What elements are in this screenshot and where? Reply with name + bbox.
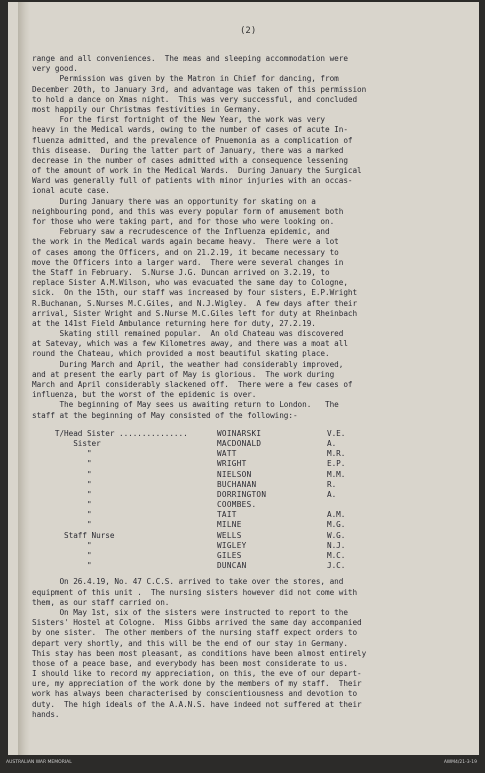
text-line: move the Officers into a larger ward. There were several changes in [32, 257, 344, 267]
staff-init: A. [327, 489, 337, 499]
text-line: duty. The high ideals of the A.A.N.S. have indeed not suffered at their [32, 699, 362, 709]
staff-name: MILNE [217, 520, 242, 530]
staff-rank: " [32, 489, 92, 499]
staff-name: WIGLEY [217, 540, 247, 550]
archive-footer [0, 757, 485, 773]
staff-row [32, 551, 472, 561]
staff-name: NIELSON [217, 469, 252, 479]
text-line: those of a peace base, and everybody has been most considerate to us. [32, 658, 348, 668]
staff-name: DUNCAN [217, 561, 247, 571]
document-body [32, 54, 472, 720]
text-line: for those who were taking part, and for those who were looking on. [32, 217, 335, 226]
staff-rank: " [32, 561, 92, 571]
paragraph [32, 577, 472, 608]
text-line: I should like to record my appreciation, on this, the eve of our depart- [32, 669, 362, 679]
staff-init: A.M. [327, 510, 346, 520]
staff-row [32, 541, 472, 551]
staff-init: E.P. [327, 459, 346, 469]
page-binding-edge [18, 2, 30, 755]
text-line: During March and April, the weather had considerably improved, [32, 359, 344, 369]
text-line: work has always been characterised by conscientiousness and devotion to [32, 689, 358, 699]
text-line: at the 141st Field Ambulance returning here for duty, 27.2.19. [32, 318, 316, 328]
text-line: influenza, but the worst of the epidemic is over. [32, 390, 257, 400]
staff-init: R. [327, 479, 337, 489]
text-line: replace Sister A.M.Wilson, who was evacuated the same day to Cologne, [32, 278, 348, 288]
staff-name: GILES [217, 551, 242, 560]
text-line: the work in the Medical wards again became heavy. There were a lot [32, 237, 339, 247]
staff-rank: " [32, 479, 92, 489]
staff-rank: Staff Nurse [32, 530, 115, 540]
document-page [8, 2, 479, 755]
text-line: Permission was given by the Matron in Chief for dancing, from [32, 74, 339, 84]
text-line: equipment of this unit . The nursing sisters however did not come with [32, 587, 358, 597]
text-line: of the amount of work in the Medical Wards. During January the Surgical [32, 166, 362, 176]
text-line: For the first fortnight of the New Year, the work was very [32, 115, 326, 125]
paragraph [32, 329, 472, 360]
text-line: staff at the beginning of May consisted of the following:- [32, 410, 298, 420]
paragraph [32, 360, 472, 401]
staff-name: BUCHANAN [217, 479, 257, 489]
text-line: at Satevay, which was a few Kilometres away, and there was a moat all [32, 339, 348, 349]
staff-row [32, 459, 472, 469]
staff-rank: " [32, 551, 92, 560]
staff-row [32, 561, 472, 571]
staff-row [32, 429, 472, 439]
text-line: and at present the early part of May is glorious. The work during [32, 369, 335, 379]
paragraph [32, 74, 472, 115]
staff-name: WELLS [217, 530, 242, 540]
staff-init: W.G. [327, 530, 346, 540]
text-line: of cases among the Officers, and on 21.2.19, it became necessary to [32, 247, 339, 257]
text-line: heavy in the Medical wards, owing to the number of cases of acute In- [32, 125, 348, 135]
text-line: February saw a recrudescence of the Influenza epidemic, and [32, 227, 330, 237]
staff-rank: " [32, 510, 92, 520]
text-line: neighbouring pond, and this was every popular form of amusement both [32, 206, 344, 216]
staff-name: DORRINGTON [217, 489, 267, 499]
staff-rank: Sister [32, 438, 101, 448]
text-line: Sisters' Hostel at Cologne. Miss Gibbs arrived the same day accompanied [32, 618, 362, 628]
staff-rank: " [32, 500, 92, 510]
text-line: During January there was an opportunity for skating on a [32, 196, 316, 206]
text-line: This stay has been most pleasant, as conditions have been almost entirely [32, 648, 367, 658]
staff-init: N.J. [327, 540, 346, 550]
text-line: to hold a dance on Xmas night. This was very successful, and concluded [32, 94, 358, 104]
paragraph [32, 115, 472, 197]
text-line: range and all conveniences. The meas and sleeping accommodation were [32, 54, 348, 63]
staff-rank: " [32, 520, 92, 530]
text-line: by one sister. The other members of the nursing staff expect orders to [32, 628, 358, 638]
text-line: arrival, Sister Wright and S.Nurse M.C.Giles left for duty at Rheinbach [32, 308, 358, 318]
text-line: On 26.4.19, No. 47 C.C.S. arrived to take over the stores, and [32, 577, 344, 587]
text-line: ure, my appreciation of the work done by the members of my staff. Their [32, 679, 362, 689]
staff-row [32, 490, 472, 500]
text-line: R.Buchanan, S.Nurses M.C.Giles, and N.J.Wigley. A few days after their [32, 298, 358, 308]
text-line: hands. [32, 709, 60, 719]
text-line: very good. [32, 64, 78, 74]
text-line: fluenza admitted, and the prevalence of Pnuemonia as a complication of [32, 135, 353, 145]
text-line: them, as our staff carried on. [32, 597, 170, 607]
staff-list [32, 429, 472, 572]
text-line: this disease. During the latter part of January, there was a marked [32, 145, 344, 155]
paragraph [32, 54, 472, 74]
text-line: The beginning of May sees us awaiting return to London. The [32, 400, 339, 410]
staff-init: J.C. [327, 561, 346, 571]
paragraph [32, 400, 472, 420]
staff-name: WATT [217, 449, 237, 459]
staff-row [32, 500, 472, 510]
staff-rank: " [32, 459, 92, 469]
page-number: (2) [240, 26, 257, 36]
text-line: sick. On the 15th, our staff was increased by four sisters, E.P.Wright [32, 288, 358, 298]
staff-row [32, 510, 472, 520]
text-line: ional acute case. [32, 186, 110, 196]
paragraph [32, 197, 472, 228]
staff-row [32, 449, 472, 459]
staff-row [32, 470, 472, 480]
text-line: the Staff in February. S.Nurse J.G. Duncan arrived on 3.2.19, to [32, 267, 330, 277]
staff-init [327, 500, 367, 510]
staff-init: V.E. [327, 428, 346, 438]
paragraph [32, 608, 472, 720]
staff-name: WOINARSKI [217, 428, 262, 438]
staff-rank: " [32, 540, 92, 550]
staff-name: TAIT [217, 510, 237, 520]
text-line: March and April considerably slackened off. There were a few cases of [32, 380, 353, 389]
staff-init: M.M. [327, 469, 346, 479]
staff-rank: T/Head Sister ............... [32, 428, 188, 438]
staff-rank: " [32, 469, 92, 479]
footer-reference: AWM4/21-3-19 [443, 760, 477, 765]
staff-rank: " [32, 449, 92, 459]
staff-init: M.R. [327, 449, 346, 459]
footer-source: AUSTRALIAN WAR MEMORIAL [6, 760, 72, 765]
text-line: depart very shortly, and this will be the end of our stay in Germany. [32, 638, 348, 648]
staff-row [32, 531, 472, 541]
staff-row [32, 520, 472, 530]
text-line: Ward was generally full of patients with minor injuries with an occas- [32, 176, 353, 186]
text-line: December 20th, to January 3rd, and advantage was taken of this permission [32, 84, 367, 94]
text-line: most happily our Christmas festivities in Germany. [32, 104, 261, 114]
paragraph [32, 227, 472, 329]
staff-name: MACDONALD [217, 438, 262, 448]
text-line: decrease in the number of cases admitted with a consequence lessening [32, 155, 348, 165]
staff-row [32, 480, 472, 490]
text-line: Skating still remained popular. An old Chateau was discovered [32, 329, 344, 339]
text-line: On May 1st, six of the sisters were instructed to report to the [32, 607, 348, 617]
text-line: round the Chateau, which provided a most beautiful skating place. [32, 349, 330, 359]
staff-name: WRIGHT [217, 459, 247, 469]
staff-init: A. [327, 438, 337, 448]
staff-name: COOMBES. [217, 500, 257, 510]
staff-init: M.G. [327, 520, 346, 530]
staff-row [32, 439, 472, 449]
staff-init: M.C. [327, 551, 346, 560]
